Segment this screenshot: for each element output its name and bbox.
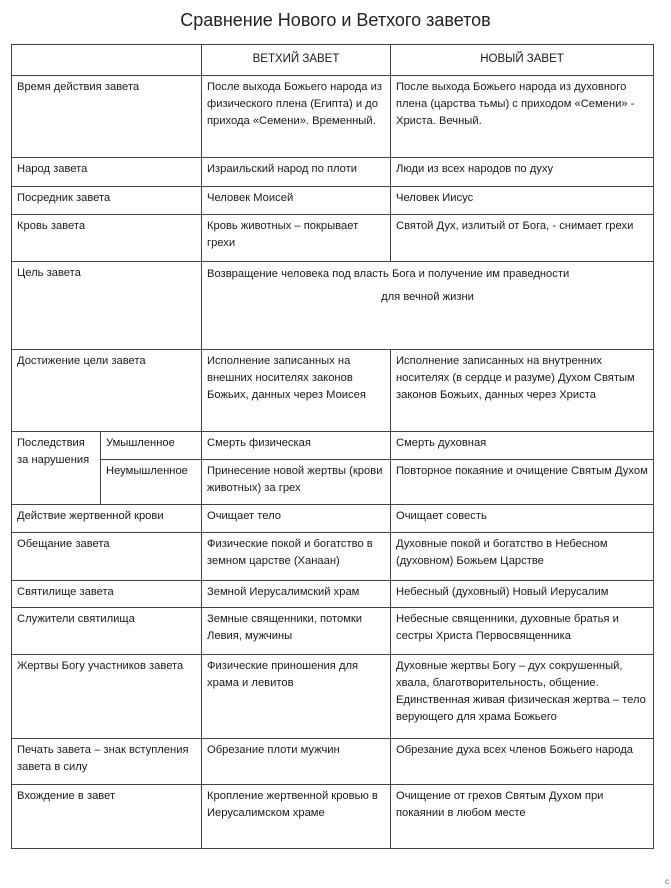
- new-cell: Человек Иисус: [391, 187, 654, 215]
- old-cell: Смерть физическая: [202, 432, 391, 460]
- table-row: [12, 158, 654, 187]
- table-row: [12, 432, 654, 460]
- row-label: Время действия завета: [12, 76, 202, 158]
- new-cell: Духовные покой и богатство в Небесном (духовном) Божьем Царстве: [391, 533, 654, 581]
- row-label: Святилище завета: [12, 581, 202, 608]
- new-cell: Небесный (духовный) Новый Иерусалим: [391, 581, 654, 608]
- old-cell: Кропление жертвенной кровью в Иерусалимском храме: [202, 785, 391, 849]
- goal-text-line2: для вечной жизни: [381, 291, 474, 303]
- new-cell: Очищение от грехов Святым Духом при покаянии в любом месте: [391, 785, 654, 849]
- table-row: [12, 655, 654, 739]
- new-cell: Люди из всех народов по духу: [391, 158, 654, 187]
- header-row: [12, 45, 654, 76]
- table-row: [12, 785, 654, 849]
- row-label: Обещание завета: [12, 533, 202, 581]
- old-cell: Израильский народ по плоти: [202, 158, 391, 187]
- old-cell: Физические покой и богатство в земном царстве (Ханаан): [202, 533, 391, 581]
- old-cell: Физические приношения для храма и левитов: [202, 655, 391, 739]
- corner-mark: c: [665, 877, 669, 886]
- sub-label: Умышленное: [101, 432, 202, 460]
- new-cell: Обрезание духа всех членов Божьего народа: [391, 739, 654, 785]
- old-cell: После выхода Божьего народа из физического плена (Египта) и до прихода «Семени». Временный.: [202, 76, 391, 158]
- goal-text-line1: Возвращение человека под власть Бога и получение им праведности: [207, 268, 570, 280]
- table-row: [12, 76, 654, 158]
- old-cell: Очищает тело: [202, 505, 391, 533]
- page-title: Сравнение Нового и Ветхого заветов: [180, 10, 491, 30]
- old-cell: Кровь животных – покрывает грехи: [202, 215, 391, 262]
- header-old-testament: ВЕТХИЙ ЗАВЕТ: [202, 45, 391, 76]
- row-label: Вхождение в завет: [12, 785, 202, 849]
- row-label: Служители святилища: [12, 608, 202, 655]
- table-row: [12, 187, 654, 215]
- new-cell: Небесные священники, духовные братья и сестры Христа Первосвященника: [391, 608, 654, 655]
- comparison-table: [11, 44, 654, 849]
- row-label: Жертвы Богу участников завета: [12, 655, 202, 739]
- new-cell: Духовные жертвы Богу – дух сокрушенный, хвала, благотворительность, общение. Единственная живая физическая жертва – тело верующего для храма Божьего: [391, 655, 654, 739]
- table-row: [12, 350, 654, 432]
- old-cell: Исполнение записанных на внешних носителях законов Божьих, данных через Моисея: [202, 350, 391, 432]
- table-row: [12, 460, 654, 505]
- table-row: [12, 608, 654, 655]
- old-cell: Принесение новой жертвы (крови животных) за грех: [202, 460, 391, 505]
- new-cell: После выхода Божьего народа из духовного плена (царства тьмы) с приходом «Семени» - Христа. Вечный.: [391, 76, 654, 158]
- table-row: [12, 739, 654, 785]
- table-row: [12, 581, 654, 608]
- old-cell: Человек Моисей: [202, 187, 391, 215]
- old-cell: Земной Иерусалимский храм: [202, 581, 391, 608]
- header-new-testament: НОВЫЙ ЗАВЕТ: [391, 45, 654, 76]
- old-cell: Земные священники, потомки Левия, мужчины: [202, 608, 391, 655]
- row-label: Достижение цели завета: [12, 350, 202, 432]
- table-row: [12, 262, 654, 350]
- new-cell: Повторное покаяние и очищение Святым Духом: [391, 460, 654, 505]
- goal-cell: [202, 262, 654, 350]
- new-cell: Святой Дух, излитый от Бога, - снимает грехи: [391, 215, 654, 262]
- new-cell: Смерть духовная: [391, 432, 654, 460]
- header-empty-cell: [12, 45, 202, 76]
- row-label: Посредник завета: [12, 187, 202, 215]
- row-label: Народ завета: [12, 158, 202, 187]
- row-label: Кровь завета: [12, 215, 202, 262]
- row-label: Печать завета – знак вступления завета в силу: [12, 739, 202, 785]
- old-cell: Обрезание плоти мужчин: [202, 739, 391, 785]
- new-cell: Очищает совесть: [391, 505, 654, 533]
- table-row: [12, 533, 654, 581]
- row-label: Последствия за нарушения: [12, 432, 101, 505]
- sub-label: Неумышленное: [101, 460, 202, 505]
- row-label: Цель завета: [12, 262, 202, 350]
- row-label: Действие жертвенной крови: [12, 505, 202, 533]
- new-cell: Исполнение записанных на внутренних носителях (в сердце и разуме) Духом Святым законов Божьих, данных через Христа: [391, 350, 654, 432]
- table-row: [12, 215, 654, 262]
- table-row: [12, 505, 654, 533]
